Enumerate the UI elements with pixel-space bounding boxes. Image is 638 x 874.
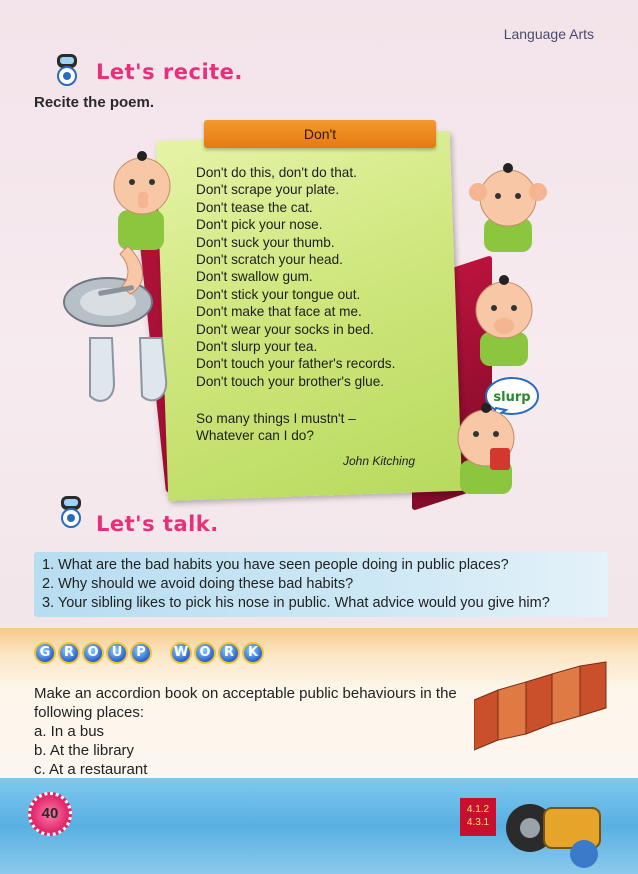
talk-question: 1. What are the bad habits you have seen people doing in public places? — [42, 557, 509, 573]
poem-line: Don't touch your father's records. — [196, 356, 396, 372]
group-work-instructions — [34, 684, 457, 779]
robot-mascot-icon — [56, 494, 86, 528]
poem-line: Don't swallow gum. — [196, 269, 313, 285]
poem-ending — [196, 410, 356, 445]
socks-illustration — [82, 334, 178, 414]
work-letter: W — [170, 642, 192, 664]
curriculum-code: 4.3.1 — [466, 817, 490, 828]
work-letter: R — [218, 642, 240, 664]
poem-line: Don't suck your thumb. — [196, 234, 335, 250]
group-work-option: b. At the library — [34, 742, 135, 759]
poem-title: Don't — [204, 120, 436, 148]
page-number: 40 — [28, 792, 72, 836]
poem-line: Don't pick your nose. — [196, 217, 323, 233]
curriculum-code: 4.1.2 — [466, 804, 490, 815]
lets-talk-title: Let's talk. — [96, 512, 219, 536]
group-letter: P — [130, 642, 152, 664]
poem-line: Don't tease the cat. — [196, 199, 313, 215]
talk-question: 2. Why should we avoid doing these bad habits? — [42, 576, 354, 592]
robot-mascot-icon — [52, 52, 82, 86]
group-work-option: a. In a bus — [34, 723, 105, 740]
talk-questions — [34, 552, 608, 617]
poem-line: Don't slurp your tea. — [196, 339, 318, 355]
poem-line: Don't do this, don't do that. — [196, 165, 357, 180]
poem-ending-line: So many things I mustn't – — [196, 411, 356, 426]
group-letter: R — [58, 642, 80, 664]
robot-vehicle-illustration — [500, 778, 610, 870]
curriculum-code-badge — [460, 798, 496, 836]
poem-ending-line: Whatever can I do? — [196, 428, 314, 444]
subject-label: Language Arts — [503, 26, 594, 42]
recite-instruction: Recite the poem. — [34, 94, 155, 111]
poem-line: Don't wear your socks in bed. — [196, 321, 374, 337]
boy-sucking-thumb-illustration — [464, 270, 546, 366]
group-heading — [34, 642, 152, 664]
scraping-plate-illustration — [58, 246, 158, 332]
group-letter: G — [34, 642, 56, 664]
accordion-book-illustration — [474, 660, 610, 770]
poem-line: Don't scrape your plate. — [196, 182, 340, 198]
talk-question: 3. Your sibling likes to pick his nose in public. What advice would you give him? — [42, 595, 550, 611]
poem-body — [196, 164, 436, 390]
work-letter: O — [194, 642, 216, 664]
poem-line: Don't make that face at me. — [196, 304, 362, 320]
poem-author: John Kitching — [343, 454, 416, 468]
boy-scratching-head-illustration — [468, 160, 550, 252]
work-heading — [170, 642, 264, 664]
poem-line: Don't touch your brother's glue. — [196, 373, 385, 389]
group-letter: O — [82, 642, 104, 664]
group-letter: U — [106, 642, 128, 664]
speech-bubble-text: slurp — [493, 390, 531, 405]
poem-line: Don't stick your tongue out. — [196, 286, 361, 302]
work-letter: K — [242, 642, 264, 664]
lets-recite-title: Let's recite. — [96, 60, 243, 84]
group-work-line: following places: — [34, 704, 145, 721]
group-work-option: c. At a restaurant — [34, 761, 148, 778]
boy-picking-nose-illustration — [104, 146, 180, 254]
group-work-line: Make an accordion book on acceptable public behaviours in the — [34, 685, 457, 702]
boy-drinking-tea-illustration — [446, 398, 534, 494]
poem-line: Don't scratch your head. — [196, 252, 343, 268]
